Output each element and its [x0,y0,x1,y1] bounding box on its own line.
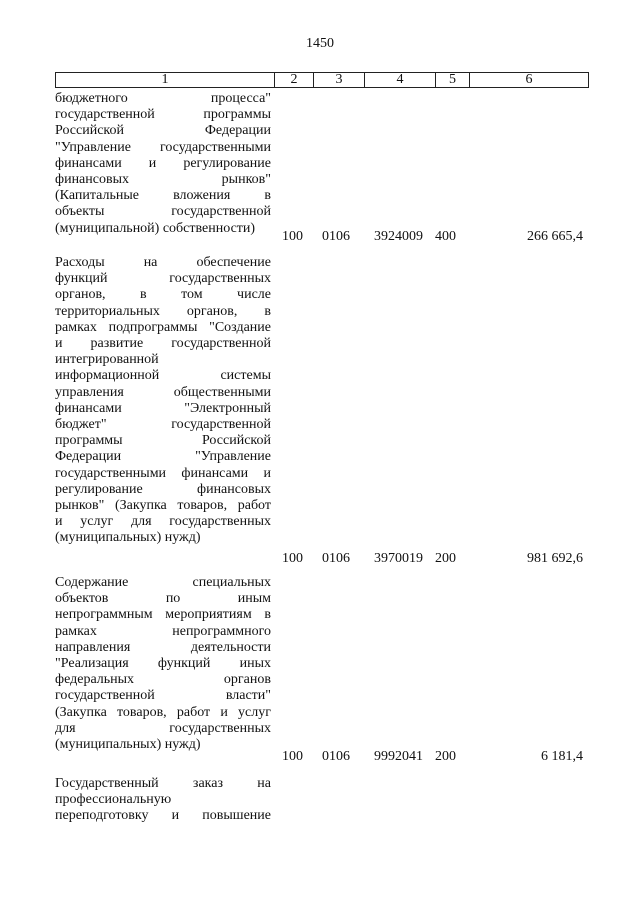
description-line: бюджет" государственной [55,417,271,433]
description-line: интегрированной [55,352,159,368]
row-col-3: 0106 [322,551,350,566]
description-line: финансовых рынков" [55,172,271,188]
column-header-6: 6 [470,73,589,88]
description-line: государственными финансами и [55,465,271,481]
description-line: (Капитальные вложения в [55,188,271,204]
column-header-table [55,72,589,88]
row-col-3: 0106 [322,229,350,244]
description-line: федеральных органов [55,672,271,688]
description-line: территориальных органов, в [55,303,271,319]
row-col-5: 200 [435,749,456,764]
description-line: управления общественными [55,384,271,400]
table-row [55,91,585,244]
description-line: "Реализация функций иных [55,656,271,672]
description-line: объекты государственной [55,204,271,220]
row-col-5: 200 [435,551,456,566]
description-line: функций государственных [55,271,271,287]
description-line: профессиональную [55,792,172,808]
description-line: непрограммным мероприятиям в [55,607,271,623]
description-line: (муниципальной) собственности) [55,220,256,236]
description-line: Федерации "Управление [55,449,271,465]
row-col-3: 0106 [322,749,350,764]
row-description [55,575,271,753]
row-col-4: 3924009 [374,229,423,244]
description-line: и услуг для государственных [55,514,271,530]
description-line: объектов по иным [55,591,271,607]
table-row [55,776,585,836]
row-col-2: 100 [282,229,303,244]
description-line: для государственных [55,720,271,736]
description-line: бюджетного процесса" [55,91,271,106]
description-line: (Закупка товаров, работ и услуг [55,704,271,720]
description-line: Государственный заказ на [55,776,271,791]
page-number: 1450 [306,36,334,51]
description-line: (муниципальных) нужд) [55,530,201,546]
row-col-2: 100 [282,551,303,566]
row-col-4: 9992041 [374,749,423,764]
description-line: финансами и регулирование [55,155,271,171]
description-line: финансами "Электронный [55,400,271,416]
description-line: информационной системы [55,368,271,384]
description-line: Расходы на обеспечение [55,255,271,270]
description-line: регулирование финансовых [55,481,271,497]
description-line: "Управление государственными [55,139,271,155]
row-description [55,776,271,825]
column-header-2: 2 [275,73,314,88]
table-row [55,575,585,767]
row-description [55,91,271,237]
table-row [55,255,585,565]
row-description [55,255,271,547]
row-col-4: 3970019 [374,551,423,566]
column-header-3: 3 [314,73,365,88]
column-header-row [56,73,589,88]
description-line: рамках непрограммного [55,623,271,639]
description-line: переподготовку и повышение [55,808,271,824]
description-line: органов, в том числе [55,287,271,303]
row-col-5: 400 [435,229,456,244]
description-line: направления деятельности [55,639,271,655]
description-line: программы Российской [55,433,271,449]
row-col-6: 981 692,6 [527,551,583,566]
column-header-1: 1 [56,73,275,88]
description-line: государственной программы [55,107,271,123]
description-line: рынков" (Закупка товаров, работ [55,498,271,514]
description-line: Российской Федерации [55,123,271,139]
column-header-4: 4 [365,73,436,88]
row-col-6: 266 665,4 [527,229,583,244]
row-col-2: 100 [282,749,303,764]
description-line: Содержание специальных [55,575,271,590]
description-line: государственной власти" [55,688,271,704]
column-header-5: 5 [436,73,470,88]
description-line: рамках подпрограммы "Создание [55,319,271,335]
description-line: (муниципальных) нужд) [55,737,201,753]
description-line: и развитие государственной [55,336,271,352]
row-col-6: 6 181,4 [541,749,583,764]
